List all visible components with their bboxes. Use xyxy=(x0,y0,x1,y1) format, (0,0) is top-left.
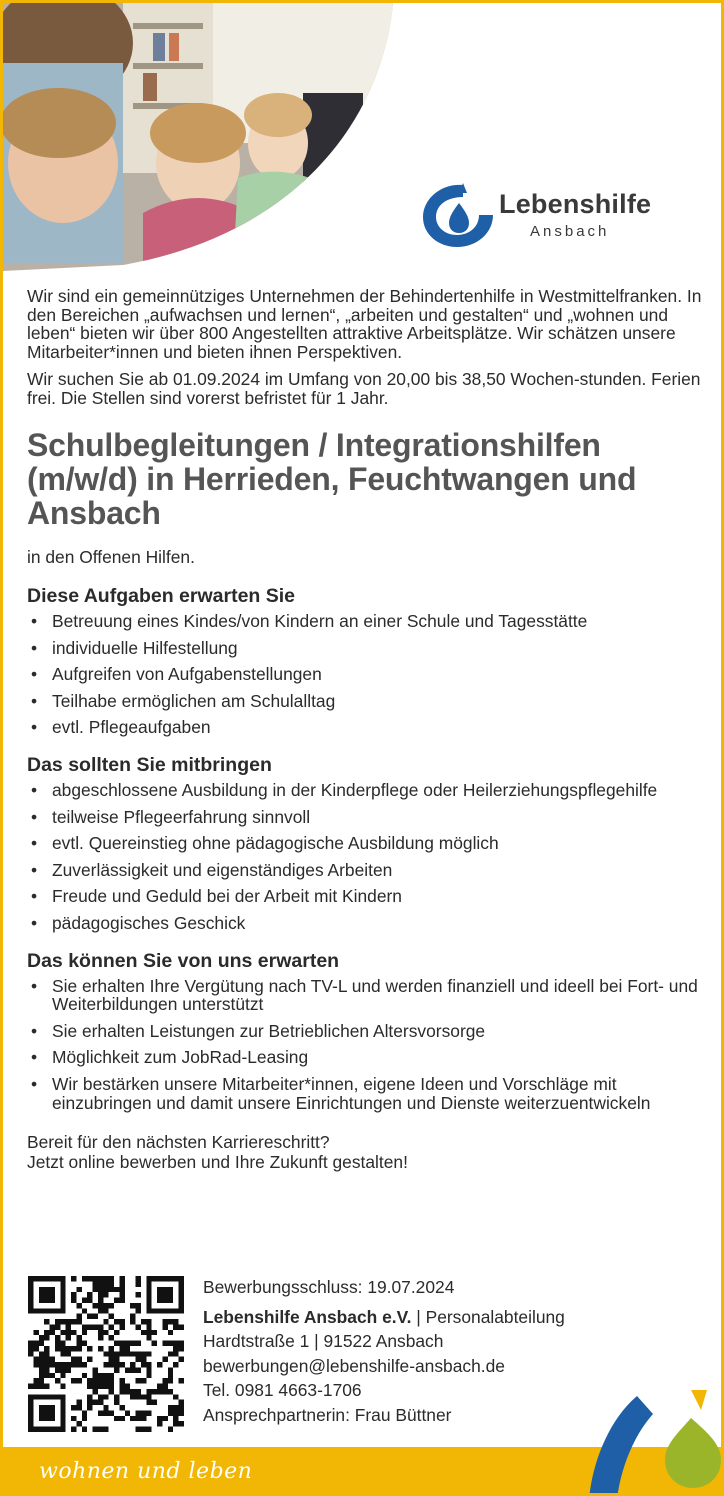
list-item: • Betreuung eines Kindes/von Kindern an einer Schule und Tagesstätte xyxy=(27,612,703,631)
email-link[interactable]: bewerbungen@lebenshilfe-ansbach.de xyxy=(203,1355,505,1376)
list-item: • pädagogisches Geschick xyxy=(27,914,703,933)
logo-location: Ansbach xyxy=(530,223,610,240)
tasks-list xyxy=(27,612,703,737)
intro-paragraph-2: Wir suchen Sie ab 01.09.2024 im Umfang von 20,00 bis 38,50 Wochen-stunden. Ferien frei. Die Stellen sind vorerst befristet für 1 Jahr. xyxy=(27,369,701,408)
list-item: • Freude und Geduld bei der Arbeit mit Kindern xyxy=(27,887,703,906)
requirements-list xyxy=(27,781,703,933)
header-photo xyxy=(3,3,393,271)
intro-paragraph: Wir sind ein gemeinnütziges Unternehmen der Behindertenhilfe in Westmittelfranken. In den Bereichen „aufwachsen und lernen“, „arbeiten und gestalten“ und „wohnen und leben“ bieten wir über 800 Angestellten attraktive Arbeitsplätze. Wir schätzen unsere Mitarbeiter*innen und bieten ihnen Perspektiven. xyxy=(27,286,702,362)
lebenshilfe-logo-icon xyxy=(419,179,499,249)
call-to-action xyxy=(27,1132,703,1172)
list-item: • Wir bestärken unsere Mitarbeiter*innen, eigene Ideen und Vorschläge mit einzubringen und damit unsere Einrichtungen und Dienste weiterzuentwickeln xyxy=(27,1075,703,1112)
job-unit: in den Offenen Hilfen. xyxy=(27,547,195,567)
list-item: • individuelle Hilfestellung xyxy=(27,639,703,658)
application-deadline: Bewerbungsschluss: 19.07.2024 xyxy=(203,1277,455,1297)
footer-slogan: wohnen und leben xyxy=(39,1459,253,1484)
qr-code-icon[interactable] xyxy=(28,1276,184,1432)
list-item: • teilweise Pflegeerfahrung sinnvoll xyxy=(27,808,703,827)
main-content xyxy=(27,287,703,1172)
list-item: • abgeschlossene Ausbildung in der Kinderpflege oder Heilerziehungspflegehilfe xyxy=(27,781,703,800)
cta-line-1: Bereit für den nächsten Karriereschritt? xyxy=(27,1132,330,1153)
list-item: • evtl. Quereinstieg ohne pädagogische Ausbildung möglich xyxy=(27,834,703,853)
lebenshilfe-logo xyxy=(419,179,679,249)
section-title-tasks: Diese Aufgaben erwarten Sie xyxy=(27,585,296,607)
list-item: • Teilhabe ermöglichen am Schulalltag xyxy=(27,692,703,711)
list-item: • Zuverlässigkeit und eigenständiges Arbeiten xyxy=(27,861,703,880)
organization-name: Lebenshilfe Ansbach e.V. xyxy=(203,1306,412,1327)
section-title-benefits: Das können Sie von uns erwarten xyxy=(27,949,340,972)
job-title: Schulbegleitungen / Integrationshilfen (m/w/d) in Herrieden, Feuchtwangen und Ansbach xyxy=(27,427,637,531)
list-item: • evtl. Pflegeaufgaben xyxy=(27,718,703,737)
contact-block xyxy=(203,1275,565,1428)
department: | Personalabteilung xyxy=(411,1306,565,1327)
list-item: • Sie erhalten Ihre Vergütung nach TV-L und werden finanziell und ideell bei Fort- und Weiterbildungen unterstützt xyxy=(27,977,703,1014)
contact-org-line xyxy=(203,1305,565,1330)
phone-number[interactable]: Tel. 0981 4663-1706 xyxy=(203,1380,362,1401)
logo-wordmark: Lebenshilfe xyxy=(499,189,652,219)
cta-line-2: Jetzt online bewerben und Ihre Zukunft gestalten! xyxy=(27,1152,408,1173)
list-item: • Möglichkeit zum JobRad-Leasing xyxy=(27,1048,703,1067)
swoosh-decoration-icon xyxy=(581,1388,724,1496)
benefits-list xyxy=(27,977,703,1113)
list-item: • Sie erhalten Leistungen zur Betrieblichen Altersvorsorge xyxy=(27,1022,703,1041)
list-item: • Aufgreifen von Aufgabenstellungen xyxy=(27,665,703,684)
section-title-requirements: Das sollten Sie mitbringen xyxy=(27,753,272,776)
contact-person: Ansprechpartnerin: Frau Büttner xyxy=(203,1404,452,1425)
address: Hardtstraße 1 | 91522 Ansbach xyxy=(203,1331,444,1352)
